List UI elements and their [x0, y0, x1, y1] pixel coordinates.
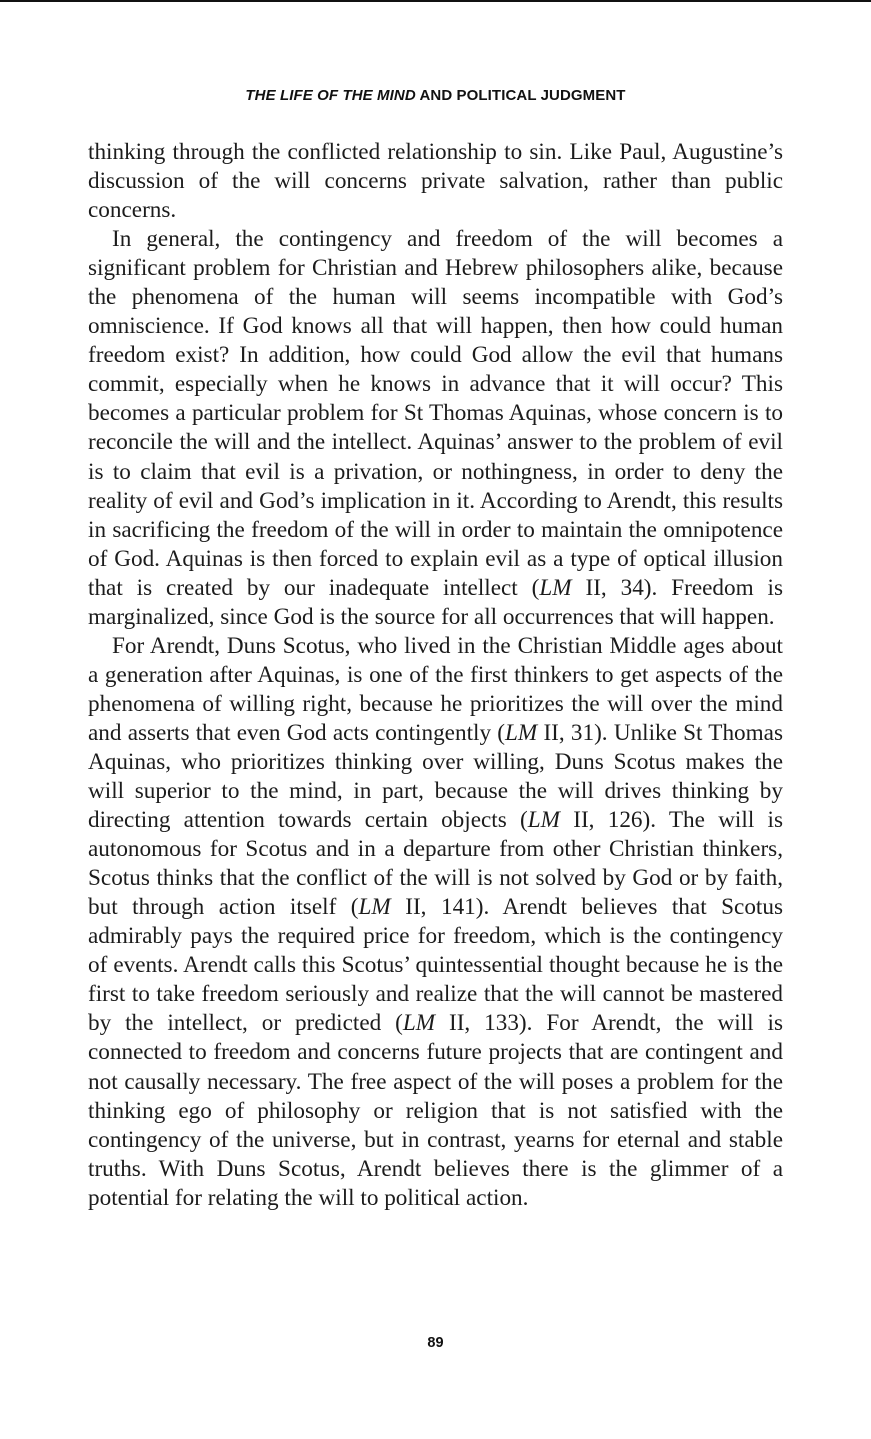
- running-head-chapter-title: AND POLITICAL JUDGMENT: [415, 87, 626, 104]
- citation-abbrev: LM: [358, 894, 391, 921]
- text-segment: II, 133). For Arendt, the will is connected to freedom and concerns future projects that are contingent and not causally necessary. The free aspect of the will poses a problem for the thinking ego of philosophy or religion that is not satisfied with the contingency of the universe, but in contrast, yearns for eternal and stable truths. With Duns Scotus, Arendt believes there is the glimmer of a potential for relating the will to political action.: [88, 1010, 783, 1211]
- paragraph-3: [88, 632, 783, 1213]
- citation-abbrev: LM: [527, 807, 560, 834]
- text-segment: thinking through the conflicted relationship to sin. Like Paul, Augustine’s discussion of the will concerns private salvation, rather than public concerns.: [88, 139, 783, 224]
- citation-abbrev: LM: [402, 1010, 436, 1037]
- citation-abbrev: LM: [539, 574, 572, 601]
- running-head-book-title: THE LIFE OF THE MIND: [245, 87, 416, 104]
- body-text: [88, 138, 783, 1213]
- text-segment: II, 126). The will is autonomous for Scotus and in a departure from other Christian thinkers, Scotus thinks that the conflict of the will is not solved by God or by faith, but through action itself (: [88, 807, 783, 921]
- paragraph-1: [88, 138, 783, 225]
- text-segment: II, 31). Unlike St Thomas Aquinas, who prioritizes thinking over willing, Duns Scotus makes the will superior to the mind, in part, because the will drives thinking by directing attention towards certain objects (: [88, 719, 783, 834]
- text-segment: II, 141). Arendt believes that Scotus admirably pays the required price for freedom, which is the contingency of events. Arendt calls this Scotus’ quintessential thought because he is the first to take freedom seriously and realize that the will cannot be mastered by the intellect, or predicted (: [88, 894, 783, 1037]
- paragraph-2: [88, 225, 783, 632]
- running-head: [0, 87, 871, 104]
- text-segment: II, 34). Freedom is marginalized, since God is the source for all occurrences that will happen.: [88, 574, 783, 630]
- text-segment: In general, the contingency and freedom of the will becomes a significant problem for Christian and Hebrew philosophers alike, because the phenomena of the human will seems incompatible with God’s omniscience. If God knows all that will happen, then how could human freedom exist? In addition, how could God allow the evil that humans commit, especially when he knows in advance that it will occur? This becomes a particular problem for St Thomas Aquinas, whose concern is to reconcile the will and the intellect. Aquinas’ answer to the problem of evil is to claim that evil is a privation, or nothingness, in order to deny the reality of evil and God’s implication in it. According to Arendt, this results in sacrificing the freedom of the will in order to maintain the omnipotence of God. Aquinas is then forced to explain evil as a type of optical illusion that is created by our inadequate intellect (: [88, 226, 783, 601]
- page-number: 89: [427, 1335, 444, 1351]
- top-border-rule: [0, 0, 871, 2]
- citation-abbrev: LM: [505, 719, 538, 746]
- text-segment: For Arendt, Duns Scotus, who lived in the Christian Middle ages about a generation after Aquinas, is one of the first thinkers to get aspects of the phenomena of willing right, because he prioritizes the will over the mind and asserts that even God acts contingently (: [88, 632, 783, 746]
